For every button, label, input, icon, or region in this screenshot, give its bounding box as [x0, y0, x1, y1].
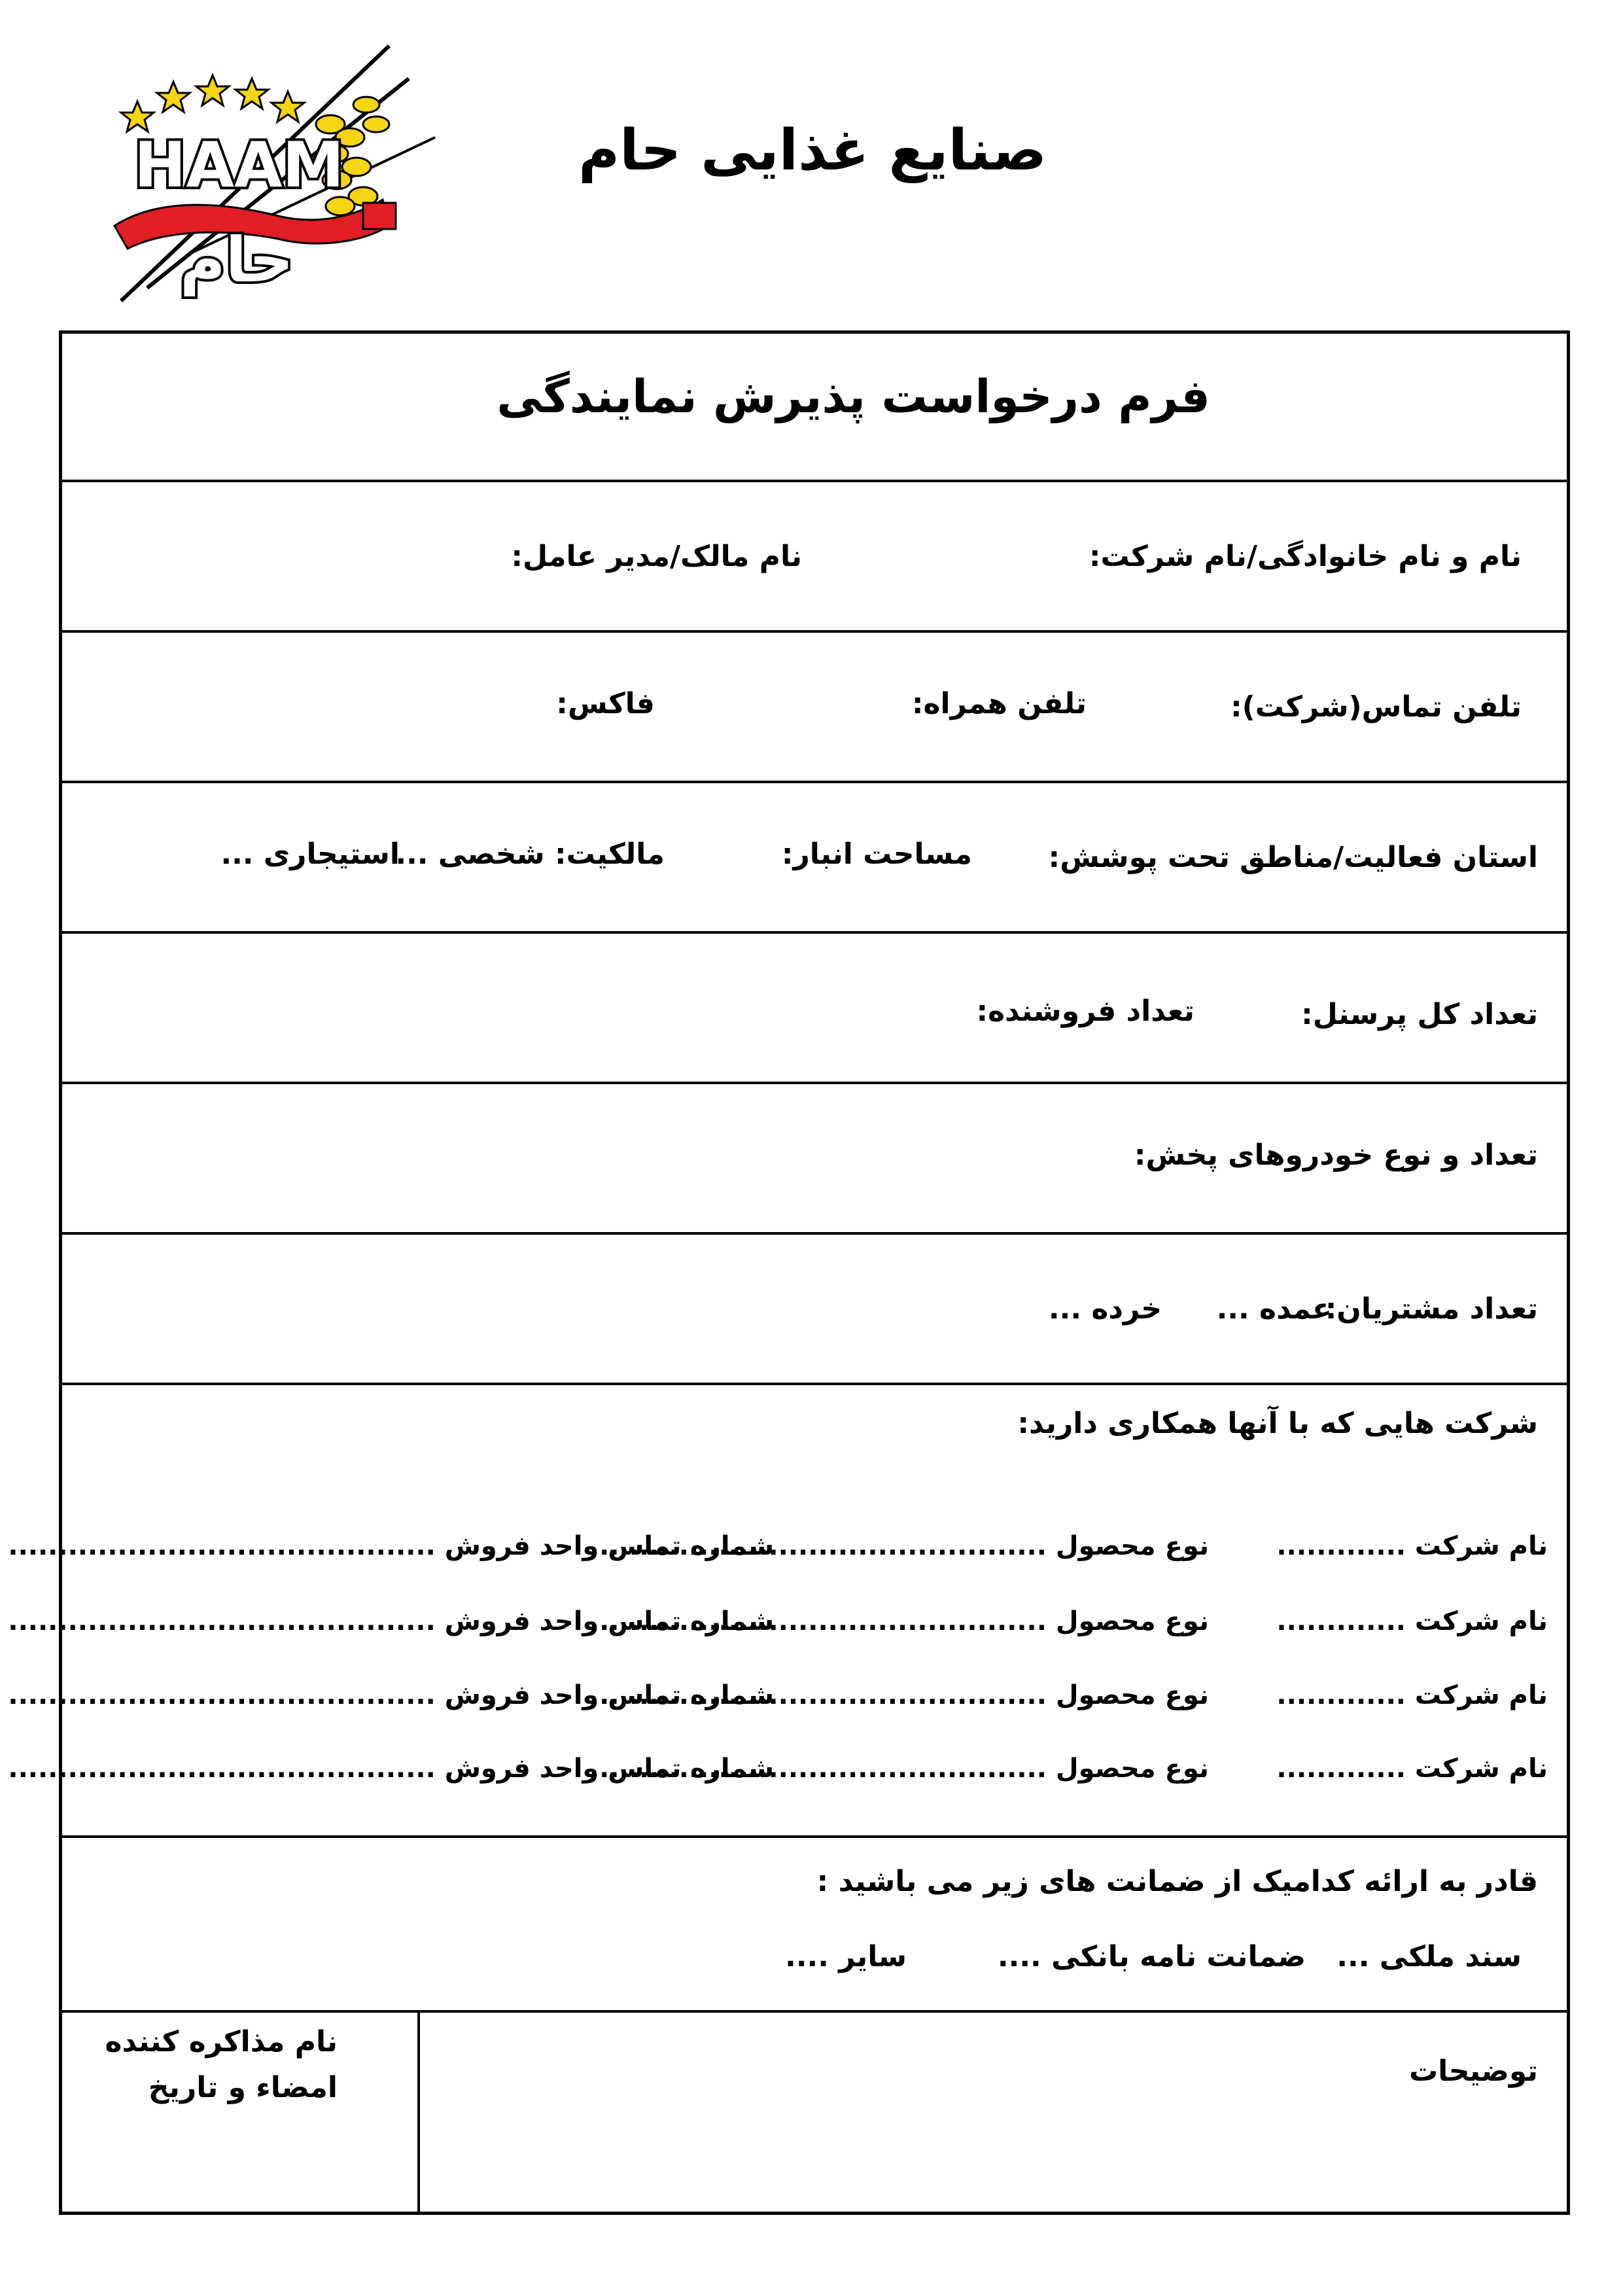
retail-label: خرده ...	[1048, 1292, 1162, 1326]
sales-contact-field: شماره تماس واحد فروش ...........................................	[8, 1680, 774, 1710]
warehouse-area-label: مساحت انبار:	[781, 838, 972, 871]
product-type-field: نوع محصول .............................................	[599, 1606, 1209, 1636]
divider	[59, 1232, 1570, 1235]
form-frame	[59, 330, 1570, 2215]
ownership-label: مالکیت: شخصی ...	[395, 838, 665, 871]
wholesale-label: عمده ...	[1216, 1292, 1332, 1326]
vehicles-label: تعداد و نوع خودروهای پخش:	[1134, 1139, 1538, 1172]
other-option: سایر ....	[785, 1940, 907, 1973]
company-name-field: نام شرکت .............	[1276, 1606, 1548, 1636]
rental-label: استیجاری ...	[220, 838, 400, 871]
divider	[59, 1082, 1570, 1084]
salespeople-label: تعداد فروشنده:	[976, 995, 1195, 1028]
mobile-label: تلفن همراه:	[911, 687, 1087, 720]
customers-label: تعداد مشتریان:	[1325, 1292, 1538, 1326]
divider	[59, 781, 1570, 783]
province-label: استان فعالیت/مناطق تحت پوشش:	[1048, 841, 1538, 874]
product-type-field: نوع محصول .............................................	[599, 1531, 1209, 1561]
product-type-field: نوع محصول .............................................	[599, 1680, 1209, 1710]
company-phone-label: تلفن تماس(شرکت):	[1230, 690, 1522, 724]
divider	[59, 480, 1570, 482]
company-name-field: نام شرکت .............	[1276, 1754, 1548, 1784]
divider	[417, 2010, 420, 2214]
sales-contact-field: شماره تماس واحد فروش ...........................................	[8, 1606, 774, 1636]
company-name: صنایع غذایی حام	[578, 118, 1047, 183]
divider	[59, 2010, 1570, 2013]
sales-contact-field: شماره تماس واحد فروش ...........................................	[8, 1531, 774, 1561]
partner-companies-heading: شرکت هایی که با آنها همکاری دارید:	[1017, 1407, 1538, 1440]
sales-contact-field: شماره تماس واحد فروش ...........................................	[8, 1754, 774, 1784]
divider	[59, 1383, 1570, 1385]
stars-icon	[121, 75, 304, 132]
fax-label: فاکس:	[556, 687, 655, 720]
bank-guarantee-option: ضمانت نامه بانکی ....	[997, 1940, 1306, 1973]
divider	[59, 1835, 1570, 1838]
signature-date-label: امضاء و تاریخ	[148, 2071, 338, 2104]
notes-label: توضیحات	[1408, 2055, 1538, 2088]
negotiator-label: نام مذاکره کننده	[105, 2025, 338, 2058]
haam-text	[134, 130, 344, 202]
svg-text:حام: حام	[180, 224, 294, 296]
company-name-field: نام شرکت .............	[1276, 1680, 1548, 1710]
total-personnel-label: تعداد کل پرسنل:	[1301, 998, 1538, 1031]
svg-text:HAAM: HAAM	[134, 130, 345, 202]
guarantee-question: قادر به ارائه کدامیک از ضمانت های زیر می باشید :	[816, 1865, 1538, 1898]
divider	[59, 931, 1570, 934]
company-name-field: نام شرکت .............	[1276, 1531, 1548, 1561]
haam-logo	[108, 39, 448, 314]
product-type-field: نوع محصول .............................................	[599, 1754, 1209, 1784]
divider	[59, 630, 1570, 633]
form-title: فرم درخواست پذیرش نمایندگی	[497, 370, 1210, 423]
name-company-label: نام و نام خانوادگی/نام شرکت:	[1089, 540, 1522, 573]
owner-manager-label: نام مالک/مدیر عامل:	[511, 540, 802, 573]
property-deed-option: سند ملکی ...	[1336, 1940, 1522, 1973]
